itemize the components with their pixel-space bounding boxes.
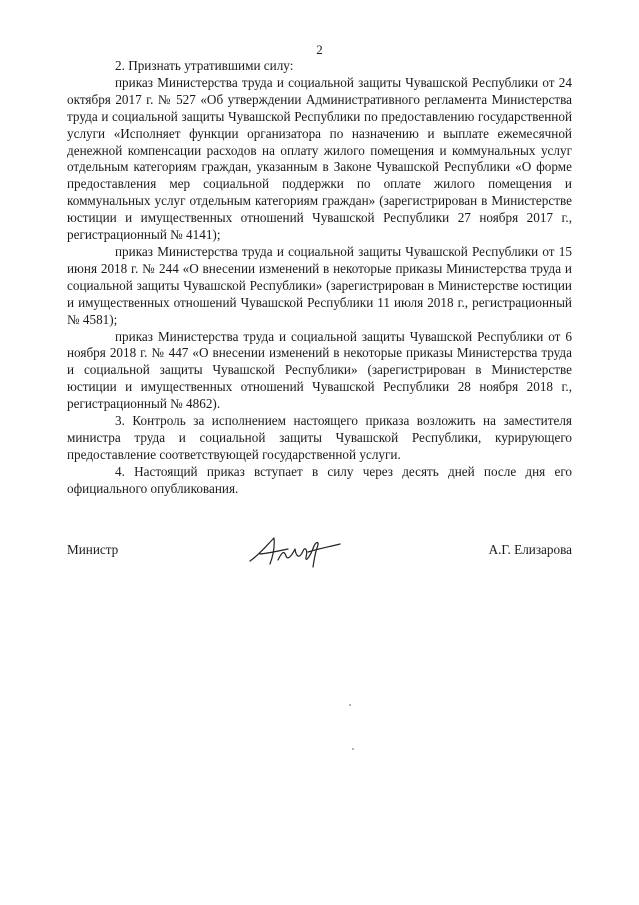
handwritten-signature <box>244 534 344 570</box>
document-body <box>67 58 572 498</box>
signature-block <box>67 542 572 578</box>
scan-speck <box>352 748 354 750</box>
paragraph-item-2-heading: 2. Признать утратившими силу: <box>115 58 294 73</box>
scan-speck <box>349 704 351 706</box>
signatory-name: А.Г. Елизарова <box>488 542 572 557</box>
signatory-title: Министр <box>67 542 119 557</box>
paragraph-repealed-order-527: приказ Министерства труда и социальной защиты Чувашской Республики от 24 октября 2017 г. № 527 «Об утверждении Административного регламента Министерства труда и социальной защиты Чувашской Республики по предоставлению государственной услуги «Исполняет функции организатора по назначению и выплате ежемесячной денежной компенсации расходов на оплату жилого помещения и коммунальных услуг отдельным категориям граждан, указанным в Законе Чувашской Республики «О форме предоставления мер социальной поддержки по оплате жилого помещения и коммунальных услуг отдельным категориям граждан» (зарегистрирован в Министерстве юстиции и имущественных отношений Чувашской Республики 27 ноября 2017 г., регистрационный № 4141); <box>67 74 572 243</box>
paragraph-repealed-order-244: приказ Министерства труда и социальной защиты Чувашской Республики от 15 июня 2018 г. № 244 «О внесении изменений в некоторые приказы Министерства труда и социальной защиты Чувашской Республики» (зарегистрирован в Министерстве юстиции и имущественных отношений Чувашской Республики 11 июля 2018 г., регистрационный № 4581); <box>67 243 572 327</box>
paragraph-item-4-effective-date: 4. Настоящий приказ вступает в силу через десять дней после дня его официального опубликования. <box>67 463 572 496</box>
paragraph-repealed-order-447: приказ Министерства труда и социальной защиты Чувашской Республики от 6 ноября 2018 г. № 447 «О внесении изменений в некоторые приказы Министерства труда и социальной защиты Чувашской Республики» (зарегистрирован в Министерстве юстиции и имущественных отношений Чувашской Республики 28 ноября 2018 г., регистрационный № 4862). <box>67 328 572 412</box>
paragraph-item-3-control: 3. Контроль за исполнением настоящего приказа возложить на заместителя министра труда и социальной защиты Чувашской Республики, курирующего предоставление соответствующей государственной услуги. <box>67 413 572 462</box>
page-number: 2 <box>316 42 323 57</box>
